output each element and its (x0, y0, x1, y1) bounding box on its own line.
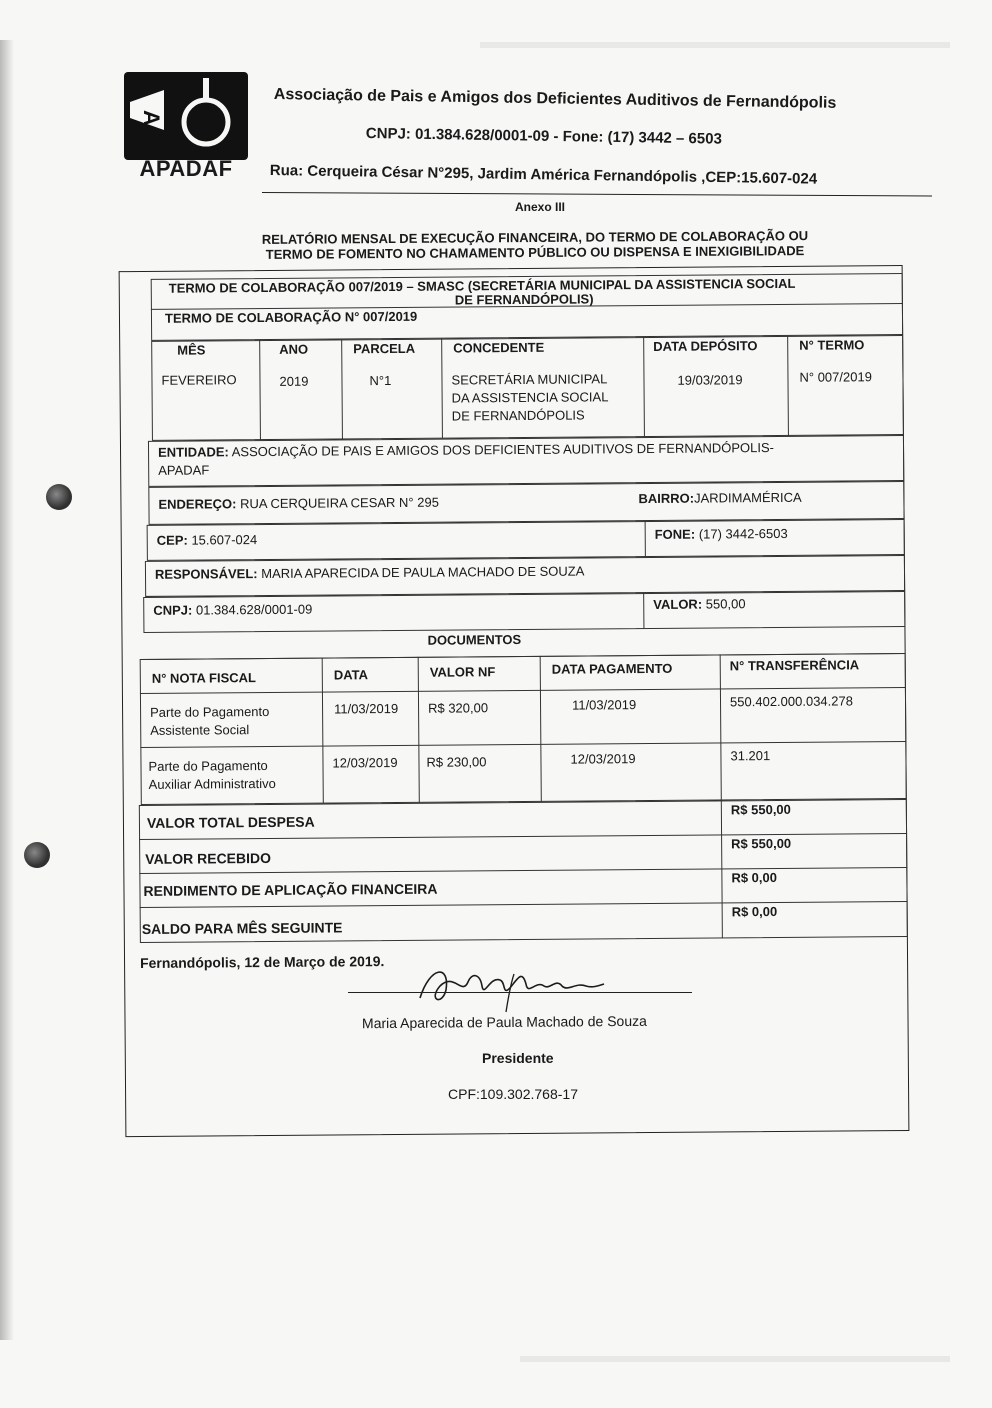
phone-value: (17) 3442-6503 (698, 525, 788, 542)
term-number-header: N° TERMO (799, 337, 865, 353)
doc-row-payment-date: 12/03/2019 (570, 751, 636, 767)
cep-row (147, 519, 905, 561)
term-number: TERMO DE COLABORAÇÃO N° 007/2019 (164, 308, 418, 326)
organization-name: Associação de Pais e Amigos dos Deficientes Auditivos de Fernandópolis (273, 86, 837, 112)
responsible-label: RESPONSÁVEL: (154, 566, 258, 582)
cnpj-label: CNPJ: (153, 602, 193, 618)
logo-letter: A (139, 110, 164, 126)
term-heading-cont: DE FERNANDÓPOLIS) (454, 291, 594, 308)
entity-value-cont: APADAF (158, 462, 210, 478)
entity-value: ASSOCIAÇÃO DE PAIS E AMIGOS DOS DEFICIENTES AUDITIVOS DE FERNANDÓPOLIS- (231, 439, 775, 460)
year-value: 2019 (279, 373, 309, 389)
grantor-value: DA ASSISTENCIA SOCIAL (451, 389, 609, 406)
amount-field (653, 596, 745, 612)
signer-cpf: CPF:109.302.768-17 (448, 1086, 578, 1102)
amount-received-value: R$ 550,00 (731, 835, 792, 852)
doc-row-desc: Parte do Pagamento (150, 703, 270, 720)
cep-label: CEP: (156, 532, 188, 548)
next-month-balance-value: R$ 0,00 (731, 903, 778, 920)
doc-row-date: 12/03/2019 (332, 754, 398, 771)
phone-label: FONE: (654, 526, 696, 542)
district-value: JARDIMAMÉRICA (693, 489, 802, 506)
report-title-line: TERMO DE FOMENTO NO CHAMAMENTO PÚBLICO OU DISPENSA E INEXIGIBILIDADE (265, 243, 805, 262)
deposit-date-header: DATA DEPÓSITO (653, 338, 758, 354)
handwritten-signature (410, 956, 610, 1016)
doc-header-payment-date: DATA PAGAMENTO (551, 660, 673, 677)
investment-yield-label: RENDIMENTO DE APLICAÇÃO FINANCEIRA (143, 880, 438, 899)
doc-header-transfer: N° TRANSFERÊNCIA (729, 657, 860, 674)
organization-cnpj-phone: CNPJ: 01.384.628/0001-09 - Fone: (17) 3442 – 6503 (365, 125, 723, 148)
annex-label: Anexo III (514, 200, 565, 214)
signature-line (348, 992, 692, 993)
district-label: BAIRRO: (638, 490, 695, 507)
entity-label: ENTIDADE: (157, 444, 229, 460)
doc-row-value: R$ 230,00 (426, 754, 487, 770)
signer-name: Maria Aparecida de Paula Machado de Souza (361, 1012, 647, 1032)
grantor-header: CONCEDENTE (453, 339, 545, 356)
doc-header-date: DATA (333, 667, 369, 683)
installment-value: N°1 (369, 373, 392, 389)
address-label: ENDEREÇO: (158, 496, 237, 512)
deposit-date-value: 19/03/2019 (677, 372, 743, 388)
month-value: FEVEREIRO (161, 372, 237, 388)
doc-header-invoice: N° NOTA FISCAL (151, 670, 257, 686)
cep-value: 15.607-024 (191, 532, 258, 548)
doc-row-date: 11/03/2019 (334, 700, 399, 717)
place-date: Fernandópolis, 12 de Março de 2019. (139, 953, 385, 971)
installment-header: PARCELA (353, 340, 416, 357)
documents-title: DOCUMENTOS (427, 631, 522, 648)
next-month-balance-label: SALDO PARA MÊS SEGUINTE (141, 919, 343, 937)
amount-value: 550,00 (705, 596, 746, 612)
doc-header-value: VALOR NF (429, 664, 496, 680)
cnpj-field (153, 602, 312, 618)
report-title-line: RELATÓRIO MENSAL DE EXECUÇÃO FINANCEIRA, DO TERMO DE COLABORAÇÃO OU (261, 228, 809, 247)
doc-row-payment-date: 11/03/2019 (571, 697, 637, 713)
cnpj-value: 01.384.628/0001-09 (195, 601, 313, 618)
investment-yield-value: R$ 0,00 (731, 869, 778, 886)
total-expense-label: VALOR TOTAL DESPESA (146, 813, 315, 831)
term-heading: TERMO DE COLABORAÇÃO 007/2019 – SMASC (SECRETÁRIA MUNICIPAL DA ASSISTENCIA SOCIAL (168, 275, 796, 296)
district-field (638, 490, 801, 506)
address-value: RUA CERQUEIRA CESAR N° 295 (240, 494, 439, 512)
phone-field (655, 526, 788, 542)
amount-received-label: VALOR RECEBIDO (145, 849, 272, 867)
term-number-value: N° 007/2019 (799, 369, 872, 385)
year-header: ANO (279, 341, 309, 357)
doc-row-desc: Parte do Pagamento (148, 757, 268, 774)
doc-row-desc: Assistente Social (150, 722, 250, 738)
amount-label: VALOR: (653, 596, 703, 612)
month-header: MÊS (177, 342, 206, 358)
doc-row-transfer: 550.402.000.034.278 (729, 693, 853, 710)
organization-address: Rua: Cerqueira César N°295, Jardim América Fernandópolis ,CEP:15.607-024 (269, 162, 818, 188)
doc-row-desc: Auxiliar Administrativo (148, 775, 276, 792)
grantor-value: DE FERNANDÓPOLIS (451, 407, 585, 424)
total-expense-value: R$ 550,00 (730, 801, 791, 818)
logo-text: APADAF (139, 156, 233, 181)
cep-field (157, 532, 258, 548)
doc-row-value: R$ 320,00 (428, 700, 489, 716)
signer-role: Presidente (482, 1050, 554, 1066)
doc-row-transfer: 31.201 (730, 748, 771, 764)
address-field (158, 495, 439, 512)
grantor-value: SECRETÁRIA MUNICIPAL (451, 371, 608, 388)
responsible-value: MARIA APARECIDA DE PAULA MACHADO DE SOUZA (261, 563, 585, 582)
